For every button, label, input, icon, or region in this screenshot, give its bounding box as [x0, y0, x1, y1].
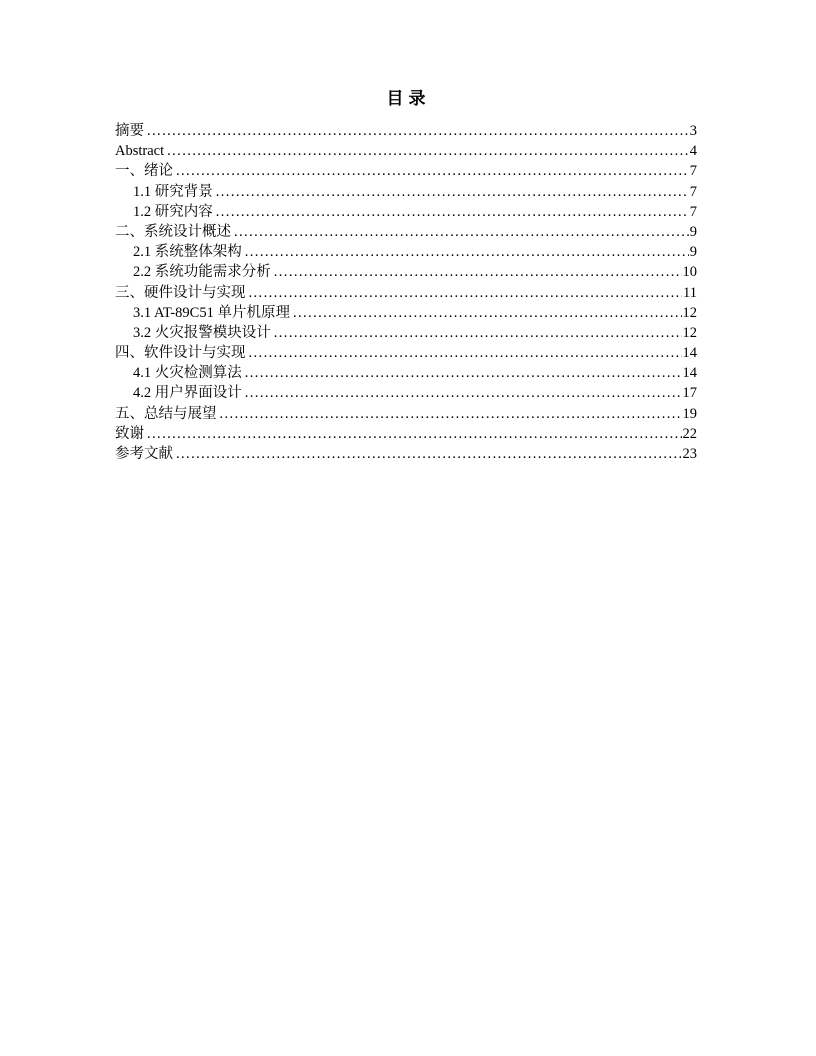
toc-entry-label: 致谢 — [115, 425, 144, 442]
toc-entry[interactable] — [115, 323, 697, 343]
toc-entry[interactable] — [115, 424, 697, 444]
toc-entry-label: 4.1 火灾检测算法 — [133, 365, 242, 382]
toc-entry-page: 7 — [689, 183, 697, 200]
toc-leader-dots — [245, 242, 689, 262]
toc-entry-label: 1.1 研究背景 — [133, 183, 213, 200]
toc-entry-page: 14 — [682, 345, 697, 362]
toc-entry[interactable] — [115, 141, 697, 161]
toc-entry[interactable] — [115, 202, 697, 222]
toc-leader-dots — [167, 141, 689, 161]
toc-entry-page: 9 — [689, 244, 697, 261]
toc-entry-page: 3 — [689, 123, 697, 139]
toc-leader-dots — [249, 343, 682, 363]
toc-list — [115, 121, 697, 464]
toc-entry-label: 五、总结与展望 — [115, 405, 217, 422]
toc-entry-label: 4.2 用户界面设计 — [133, 385, 242, 402]
toc-leader-dots — [176, 444, 682, 464]
toc-entry-page: 17 — [682, 385, 697, 402]
toc-entry-label: 3.1 AT-89C51 单片机原理 — [133, 304, 290, 321]
toc-entry-page: 10 — [682, 264, 697, 281]
toc-entry-page: 4 — [689, 143, 697, 160]
toc-entry[interactable] — [115, 303, 697, 323]
toc-entry-label: 摘要 — [115, 123, 144, 139]
toc-entry-page: 14 — [682, 365, 697, 382]
toc-entry-label: 四、软件设计与实现 — [115, 345, 246, 362]
toc-entry-page: 9 — [689, 223, 697, 240]
toc-entry-label: 1.2 研究内容 — [133, 203, 213, 220]
toc-entry-label: 2.1 系统整体架构 — [133, 244, 242, 261]
toc-leader-dots — [147, 424, 682, 444]
toc-leader-dots — [147, 121, 689, 141]
toc-leader-dots — [245, 363, 682, 383]
toc-entry-label: 3.2 火灾报警模块设计 — [133, 324, 271, 341]
toc-leader-dots — [274, 262, 682, 282]
toc-entry[interactable] — [115, 222, 697, 242]
toc-entry[interactable] — [115, 121, 697, 141]
toc-entry-label: 一、绪论 — [115, 163, 173, 180]
toc-entry-page: 7 — [689, 203, 697, 220]
toc-entry-page: 7 — [689, 163, 697, 180]
toc-entry-page: 23 — [682, 446, 697, 462]
toc-leader-dots — [249, 283, 683, 303]
toc-entry-page: 12 — [682, 324, 697, 341]
toc-leader-dots — [216, 182, 689, 202]
toc-entry[interactable] — [115, 444, 697, 464]
toc-entry-page: 12 — [682, 304, 697, 321]
toc-entry-label: Abstract — [115, 143, 165, 160]
toc-entry-page: 11 — [683, 284, 697, 301]
toc-leader-dots — [220, 404, 682, 424]
toc-leader-dots — [234, 222, 689, 242]
toc-entry-page: 22 — [682, 425, 697, 442]
toc-entry[interactable] — [115, 404, 697, 424]
toc-entry[interactable] — [115, 343, 697, 363]
toc-entry-label: 二、系统设计概述 — [115, 223, 231, 240]
toc-leader-dots — [274, 323, 682, 343]
toc-entry[interactable] — [115, 242, 697, 262]
toc-entry-page: 19 — [682, 405, 697, 422]
toc-title: 目录 — [386, 89, 431, 108]
toc-entry[interactable] — [115, 363, 697, 383]
toc-entry-label: 参考文献 — [115, 446, 173, 462]
toc-leader-dots — [293, 303, 682, 323]
toc-entry[interactable] — [115, 161, 697, 181]
toc-entry-label: 2.2 系统功能需求分析 — [133, 264, 271, 281]
toc-leader-dots — [245, 383, 682, 403]
toc-entry[interactable] — [115, 262, 697, 282]
toc-entry-label: 三、硬件设计与实现 — [115, 284, 246, 301]
toc-section — [115, 88, 697, 464]
toc-entry[interactable] — [115, 383, 697, 403]
toc-entry[interactable] — [115, 283, 697, 303]
toc-entry[interactable] — [115, 182, 697, 202]
toc-leader-dots — [216, 202, 689, 222]
toc-leader-dots — [176, 161, 689, 181]
